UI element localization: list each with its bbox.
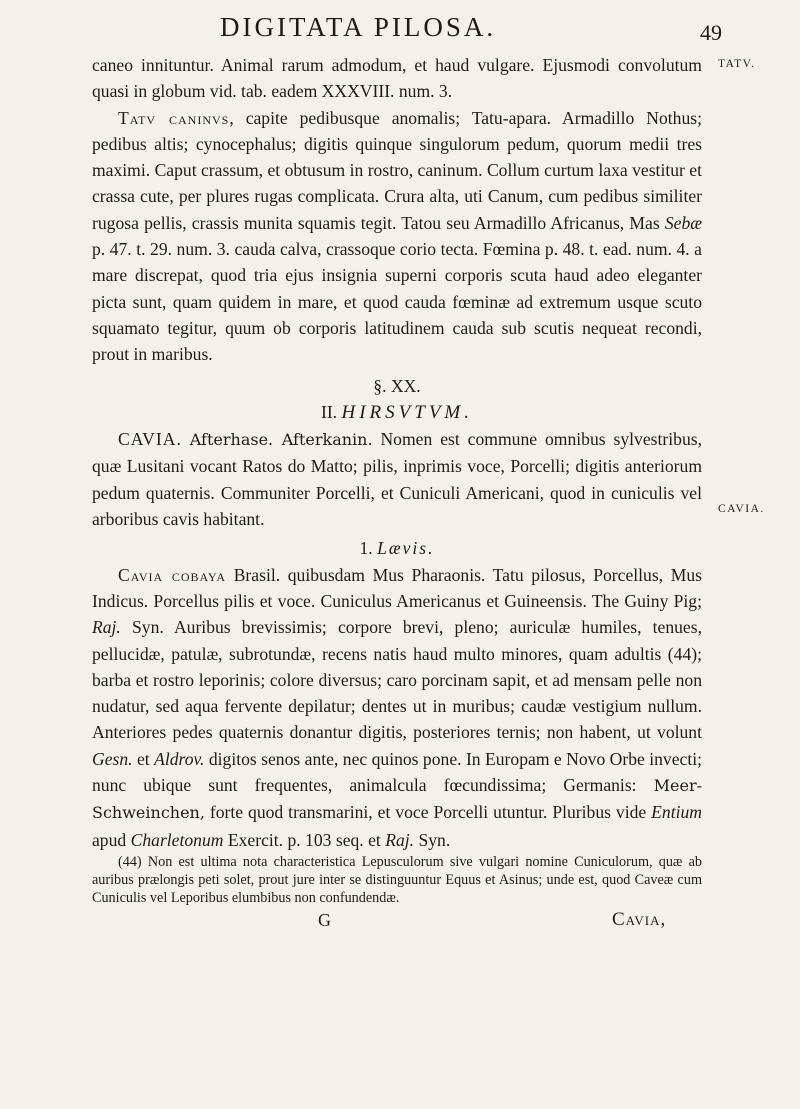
species-name: Lævis. <box>377 538 435 559</box>
paragraph-cavia <box>92 426 702 532</box>
catchword: Cavia, <box>612 908 667 930</box>
species-number: 1. <box>359 538 373 559</box>
citation-charletonum: Charletonum <box>130 829 224 850</box>
species-heading <box>92 535 702 561</box>
genus-label-cavia: CAVIA. <box>118 429 182 450</box>
text-run: , capite pedibusque anomalis; Tatu-apara. Armadillo Nothus; pedibus altis; cynocephalus; digitis quinque singulorum pedum, quorum medii tres maximi. Caput crassum, et obtusum in rostro, caninum. Collum curtum laxa vestitur et crassa cute, per plures rugas complicata. Crura alta, uti Canum, cum pedibus similiter rugosa pellis, crassis munita squamis tegit. Tatou seu Armadillo Africanus, Mas <box>92 107 702 233</box>
text-run: forte quod transmarini, et voce Porcelli utuntur. Pluribus vide <box>204 802 652 823</box>
text-run: digitos senos ante, nec quinos pone. In Europam e Novo Orbe invecti; nunc ubique sunt frequentes, animalcula fœcundissima; Germanis: <box>92 748 702 796</box>
footnote-44: (44) Non est ultima nota characteristica Lepusculorum sive vulgari nomine Cuniculorum, quæ ab auribus prælongis peti solet, prout jure inter se distinguuntur Equus et Asinus; unde est, quod Caveæ cum Cuniculis vel Leporibus elumbibus non confundendæ. <box>92 853 702 906</box>
citation-raj-2: Raj. <box>385 829 415 850</box>
german-name-afterhase: Afterhase. Afterkanin. <box>189 430 373 450</box>
citation-entium: Entium <box>651 802 702 823</box>
text-run: et <box>132 748 155 769</box>
genus-number: II. <box>320 401 338 422</box>
signature-mark: G <box>318 909 331 930</box>
text-run: Nomen est commune omnibus sylvestribus, quæ Lusitani vocant Ratos do Matto; pilis, inprimis voce, Porcelli; digitis anteriorum pedum quaternis. Communiter Porcelli, et Cuniculi Americani, quod in cuniculis vel arboribus cavis habitant. <box>92 429 702 530</box>
text-run: Exercit. p. 103 seq. et <box>223 829 386 850</box>
margin-note-cavia: CAVIA. <box>718 503 765 515</box>
genus-heading <box>92 399 702 426</box>
page-footer <box>92 907 702 933</box>
citation-aldrovandi: Aldrov. <box>154 748 205 769</box>
text-run: Syn. <box>414 829 451 850</box>
margin-note-tatu: TATV. <box>718 58 756 70</box>
german-name-meerschweinchen: Meer-Schweinchen, <box>92 776 702 823</box>
paragraph-cavia-cobaya <box>92 562 702 853</box>
main-text <box>92 52 702 933</box>
citation-gesner: Gesn. <box>92 748 133 769</box>
citation-raj: Raj. <box>92 617 121 638</box>
text-run: Syn. Auribus brevissimis; corpore brevi, pleno; auriculæ humiles, tenues, pellucidæ, patulæ, subrotundæ, recens natis haud multo minores, quam adultis (44); barba et rostro leporinis; colore diversus; caro porcinam sapit, et ad mensam pelle non nudatur, sed aqua fervente depilatur; dentes ut in muribus; caudæ vestigium nullum. Anteriores pedes quaternis donantur digitis, posteriores ternis; non habent, ut volunt <box>92 617 702 743</box>
page-header <box>0 8 800 48</box>
citation-sebae: Sebæ <box>664 212 702 233</box>
text-run: Brasil. quibusdam Mus Pharaonis. Tatu pilosus, Porcellus, Mus Indicus. Porcellus pilis et voce. Cuniculus Americanus et Guineensis. The Guiny Pig; <box>92 564 702 611</box>
species-label-tatu-caninus: Tatv caninvs <box>118 107 230 128</box>
text-run: p. 47. t. 29. num. 3. cauda calva, crassoque corio tecta. Fœmina p. 48. t. ead. num. 4. a mare discrepat, quod tria ejus insignia superni corporis scuta haud adeo eleganter picta sunt, quam quidem in mare, et quod cauda fœminæ ad extremum usque scuto squamato tegitur, quum ob corporis latitudinem cauda sub scutis nequeat recondi, prout in maribus. <box>92 239 702 365</box>
page-number: 49 <box>700 20 722 45</box>
text-run: apud <box>92 829 131 850</box>
genus-name: HIRSVTVM. <box>341 401 474 423</box>
paragraph-tatu-caninus <box>92 105 702 368</box>
paragraph-armadillo-end: caneo innituntur. Animal rarum admodum, et haud vulgare. Ejusmodi convolutum quasi in globum vid. tab. eadem XXXVIII. num. 3. <box>92 55 702 102</box>
species-label-cavia-cobaya: Cavia cobaya <box>118 564 227 585</box>
section-heading: §. XX. <box>373 375 421 396</box>
running-title: DIGITATA PILOSA. <box>220 12 497 42</box>
